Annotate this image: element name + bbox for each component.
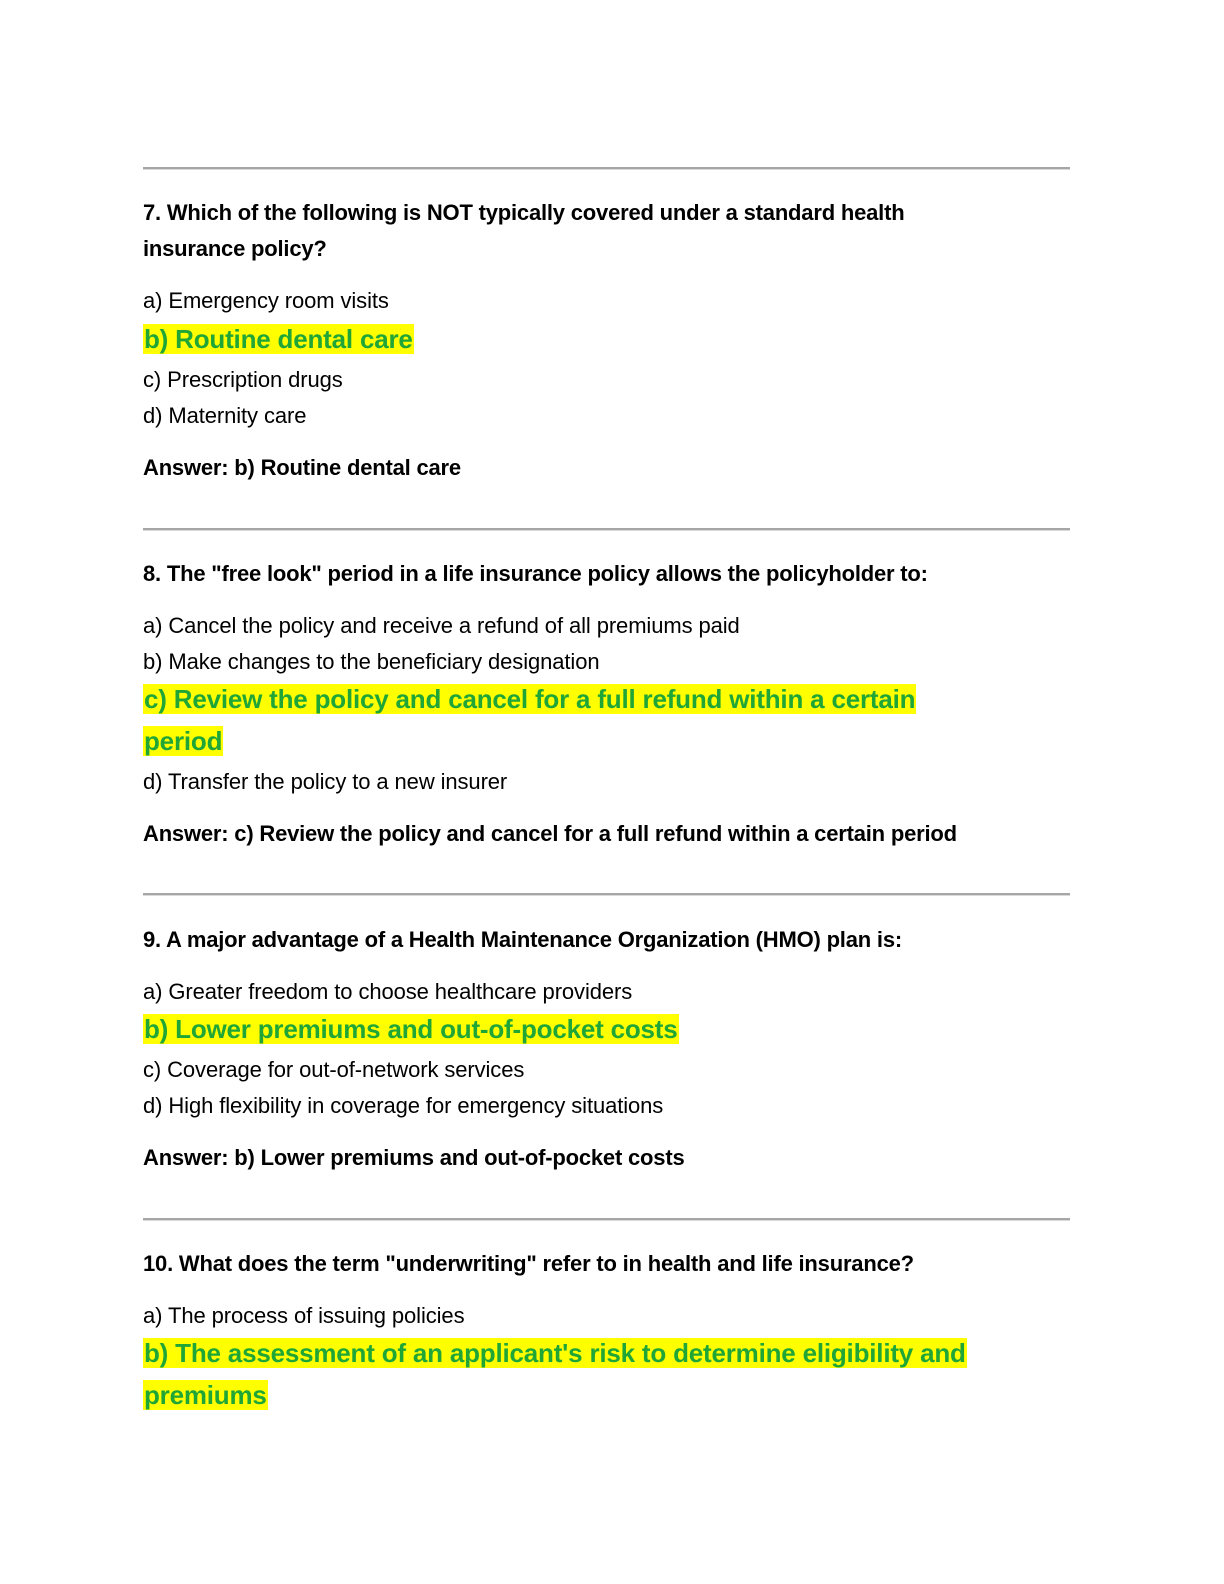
question-7-option-b-correct xyxy=(143,324,414,355)
question-9-text: 9. A major advantage of a Health Maintenance Organization (HMO) plan is: xyxy=(143,927,902,952)
question-10-option-b-correct-cont xyxy=(143,1380,268,1411)
highlight-mark: b) Lower premiums and out-of-pocket costs xyxy=(144,1014,678,1044)
section-divider xyxy=(143,167,1070,170)
question-8-option-d: d) Transfer the policy to a new insurer xyxy=(143,769,508,794)
question-9-option-a: a) Greater freedom to choose healthcare providers xyxy=(143,979,633,1004)
question-7-text: 7. Which of the following is NOT typically covered under a standard health xyxy=(143,200,905,225)
highlight-mark: premiums xyxy=(144,1380,267,1410)
section-divider xyxy=(143,893,1070,896)
question-8-option-b: b) Make changes to the beneficiary designation xyxy=(143,649,600,674)
question-8-option-c-correct-cont xyxy=(143,726,223,757)
question-8-text: 8. The "free look" period in a life insurance policy allows the policyholder to: xyxy=(143,561,928,586)
question-7-option-d: d) Maternity care xyxy=(143,403,307,428)
question-9-option-c: c) Coverage for out-of-network services xyxy=(143,1057,525,1082)
highlight-mark: b) Routine dental care xyxy=(144,324,413,354)
question-8-answer: Answer: c) Review the policy and cancel for a full refund within a certain period xyxy=(143,821,957,846)
question-7-option-c: c) Prescription drugs xyxy=(143,367,343,392)
question-7-answer: Answer: b) Routine dental care xyxy=(143,455,461,480)
question-9-option-b-correct xyxy=(143,1014,679,1045)
question-9-option-d: d) High flexibility in coverage for emergency situations xyxy=(143,1093,664,1118)
question-8-option-a: a) Cancel the policy and receive a refund of all premiums paid xyxy=(143,613,740,638)
question-10-option-b-correct xyxy=(143,1338,967,1369)
question-7-option-a: a) Emergency room visits xyxy=(143,288,389,313)
section-divider xyxy=(143,1218,1070,1221)
question-9-answer: Answer: b) Lower premiums and out-of-pocket costs xyxy=(143,1145,685,1170)
question-10-text: 10. What does the term "underwriting" refer to in health and life insurance? xyxy=(143,1251,914,1276)
highlight-mark: c) Review the policy and cancel for a full refund within a certain xyxy=(144,684,916,714)
question-7-text-cont: insurance policy? xyxy=(143,236,327,261)
section-divider xyxy=(143,528,1070,531)
question-10-option-a: a) The process of issuing policies xyxy=(143,1303,465,1328)
question-8-option-c-correct xyxy=(143,684,916,715)
highlight-mark: period xyxy=(144,726,223,756)
highlight-mark: b) The assessment of an applicant's risk to determine eligibility and xyxy=(144,1338,966,1368)
